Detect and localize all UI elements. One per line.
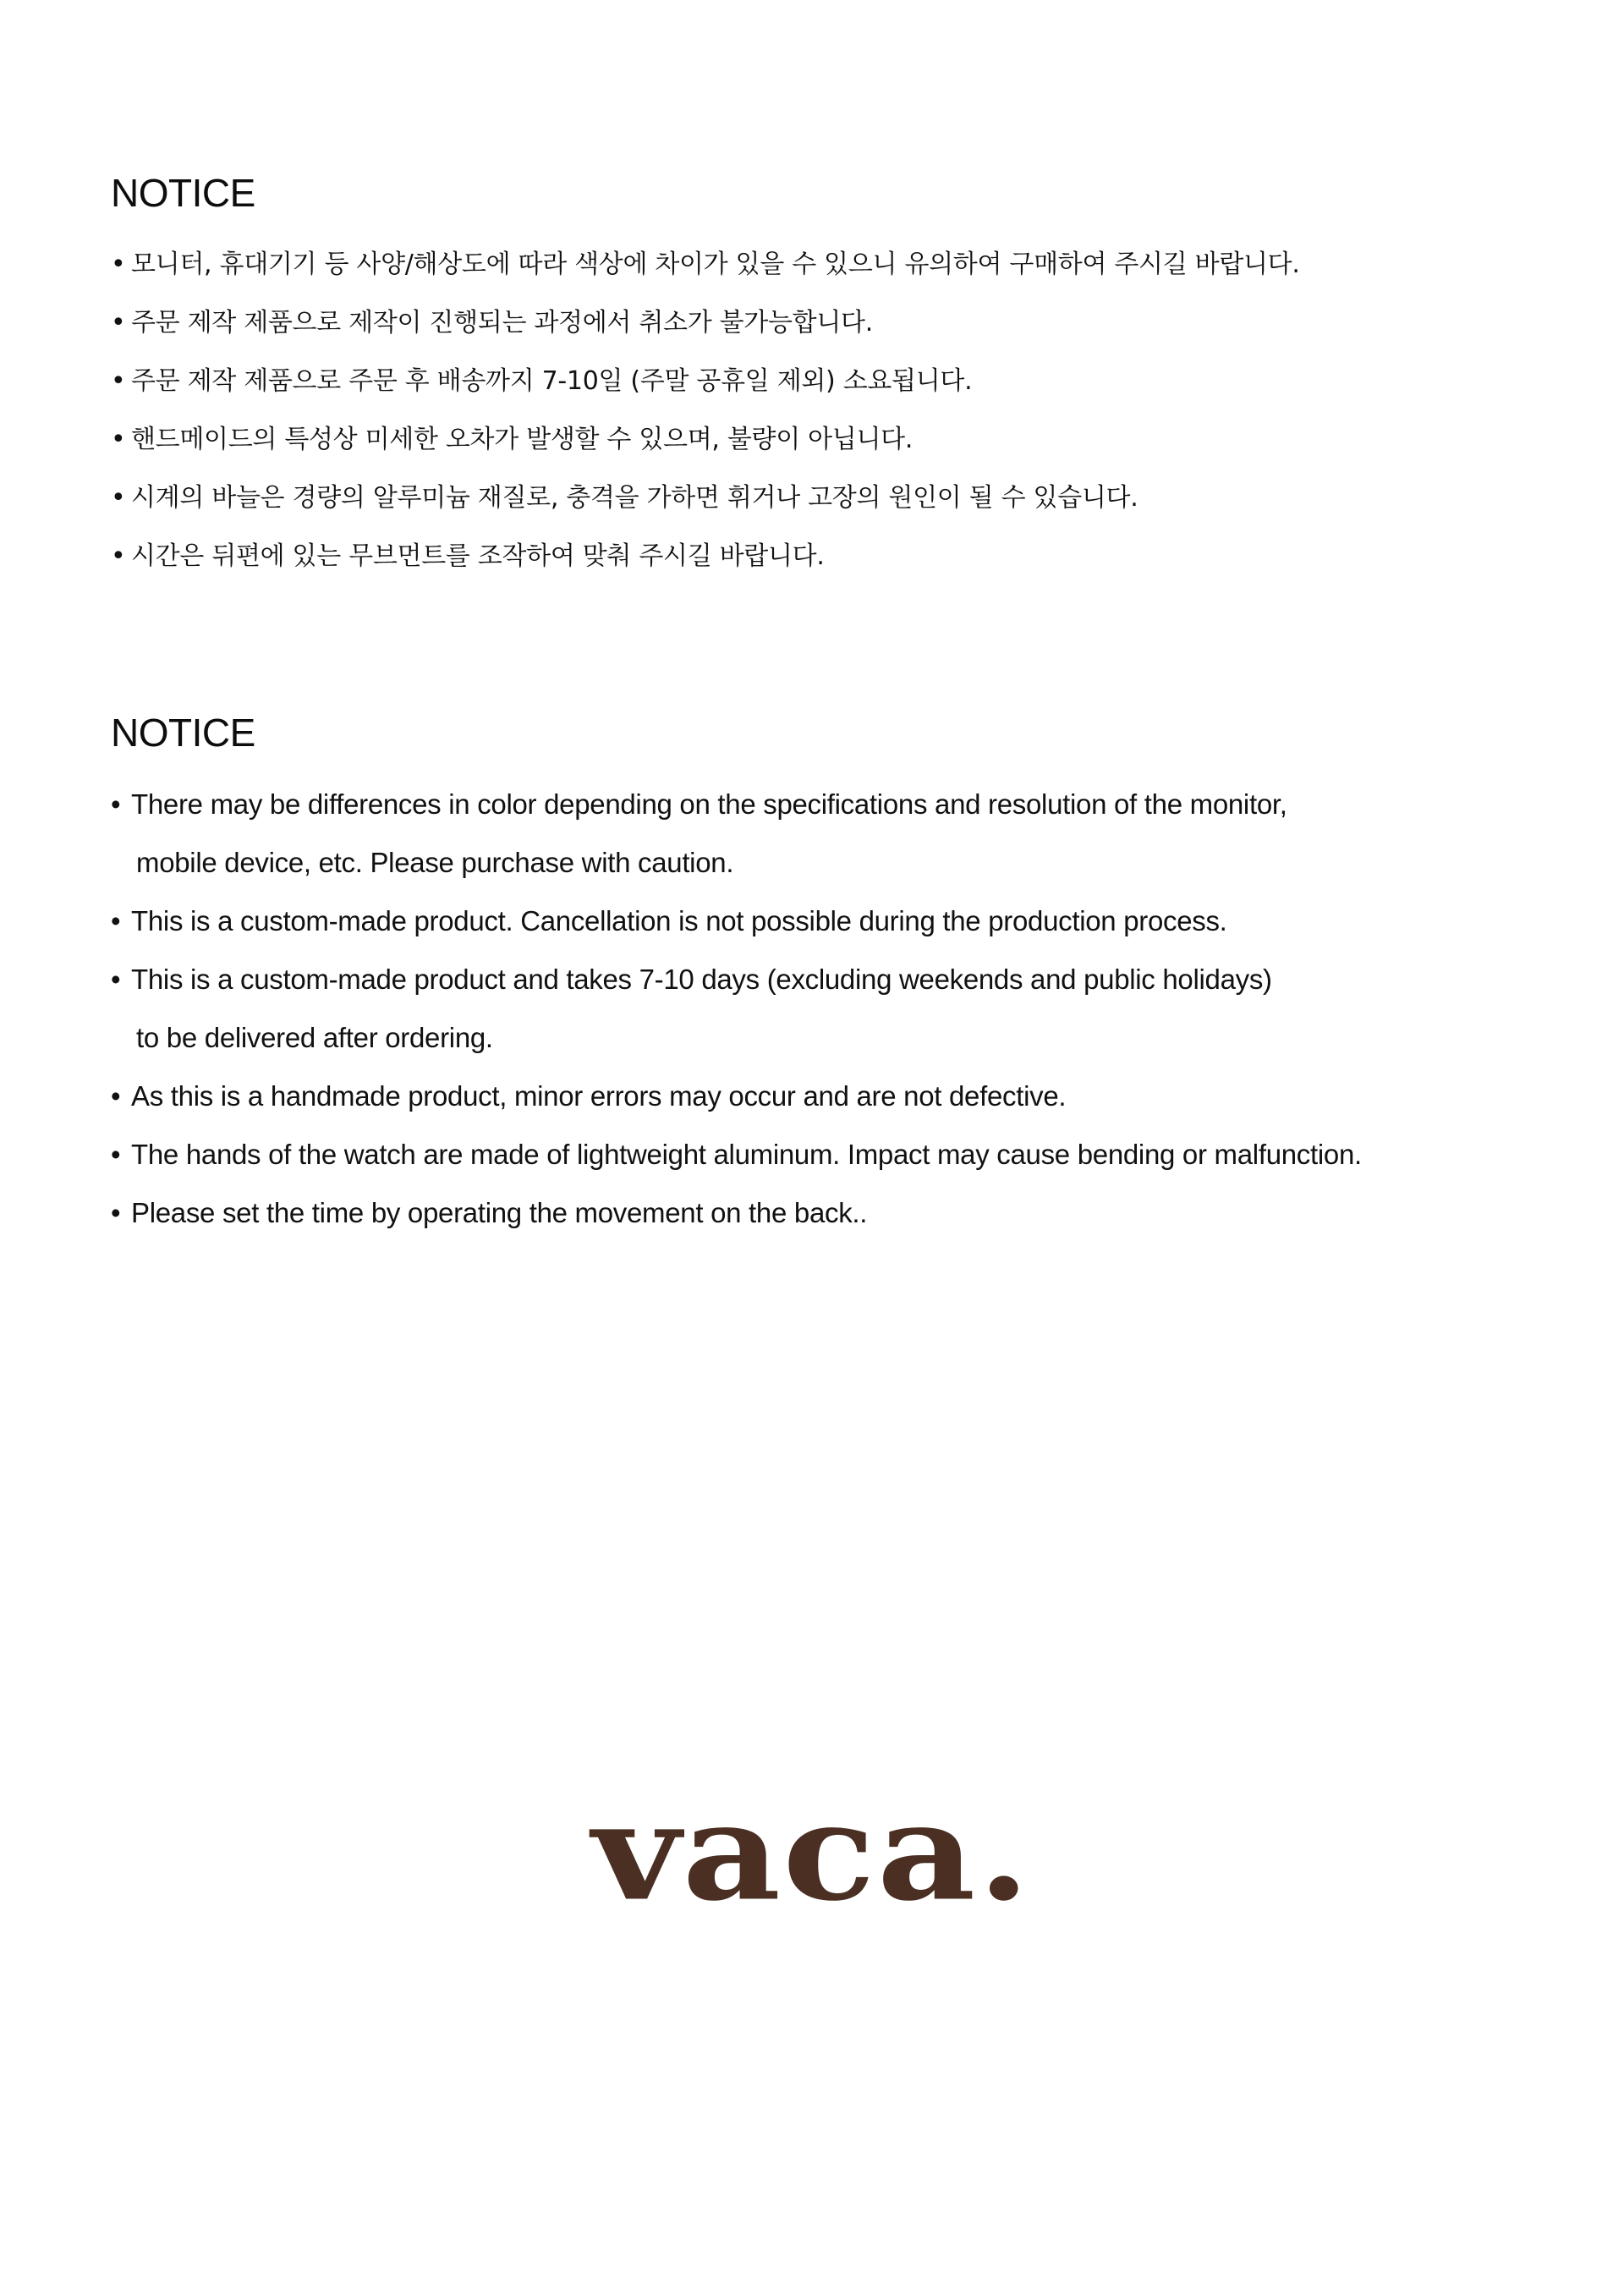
korean-notice-item: • 핸드메이드의 특성상 미세한 오차가 발생할 수 있으며, 불량이 아닙니다. (111, 410, 1549, 469)
english-notice-section (111, 700, 1549, 1242)
bullet-icon: • (111, 366, 126, 396)
english-notice-item: • This is a custom-made product. Cancellation is not possible during the production process. (111, 892, 1549, 950)
english-notice-item: • As this is a handmade product, minor errors may occur and are not defective. (111, 1067, 1549, 1125)
korean-notice-title: NOTICE (111, 171, 255, 215)
korean-notice-section (111, 161, 1549, 585)
korean-notice-item: • 주문 제작 제품으로 제작이 진행되는 과정에서 취소가 불가능합니다. (111, 294, 1549, 352)
bullet-icon: • (111, 1080, 121, 1112)
bullet-icon: • (111, 1139, 121, 1170)
bullet-icon: • (111, 905, 121, 936)
bullet-icon: • (111, 308, 126, 338)
bullet-icon: • (111, 250, 126, 279)
bullet-icon: • (111, 425, 126, 454)
korean-notice-item: • 시계의 바늘은 경량의 알루미늄 재질로, 충격을 가하면 휘거나 고장의 원인이 될 수 있습니다. (111, 469, 1549, 527)
english-notice-title: NOTICE (111, 711, 255, 755)
english-notice-item: • The hands of the watch are made of lightweight aluminum. Impact may cause bending or malfunction. (111, 1125, 1549, 1183)
english-notice-item: • Please set the time by operating the movement on the back.. (111, 1183, 1549, 1242)
bullet-icon: • (111, 788, 121, 820)
bullet-icon: • (111, 1197, 121, 1228)
korean-notice-item: • 주문 제작 제품으로 주문 후 배송까지 7-10일 (주말 공휴일 제외) 소요됩니다. (111, 352, 1549, 410)
korean-notice-item: • 시간은 뒤편에 있는 무브먼트를 조작하여 맞춰 주시길 바랍니다. (111, 527, 1549, 585)
korean-notice-item: • 모니터, 휴대기기 등 사양/해상도에 따라 색상에 차이가 있을 수 있으니 유의하여 구매하여 주시길 바랍니다. (111, 235, 1549, 294)
bullet-icon: • (111, 964, 121, 995)
korean-notice-list (111, 235, 1549, 585)
bullet-icon: • (111, 483, 126, 513)
english-notice-item: • This is a custom-made product and takes 7-10 days (excluding weekends and public holidays) to be delivered after ordering. (111, 950, 1549, 1067)
logo-text: vaca. (591, 1773, 1033, 1931)
bullet-icon: • (111, 541, 126, 571)
english-notice-item: • There may be differences in color depending on the specifications and resolution of the monitor, mobile device, etc. Please purchase with caution. (111, 775, 1549, 892)
english-notice-list (111, 775, 1549, 1242)
vaca-logo (0, 1768, 1624, 1937)
